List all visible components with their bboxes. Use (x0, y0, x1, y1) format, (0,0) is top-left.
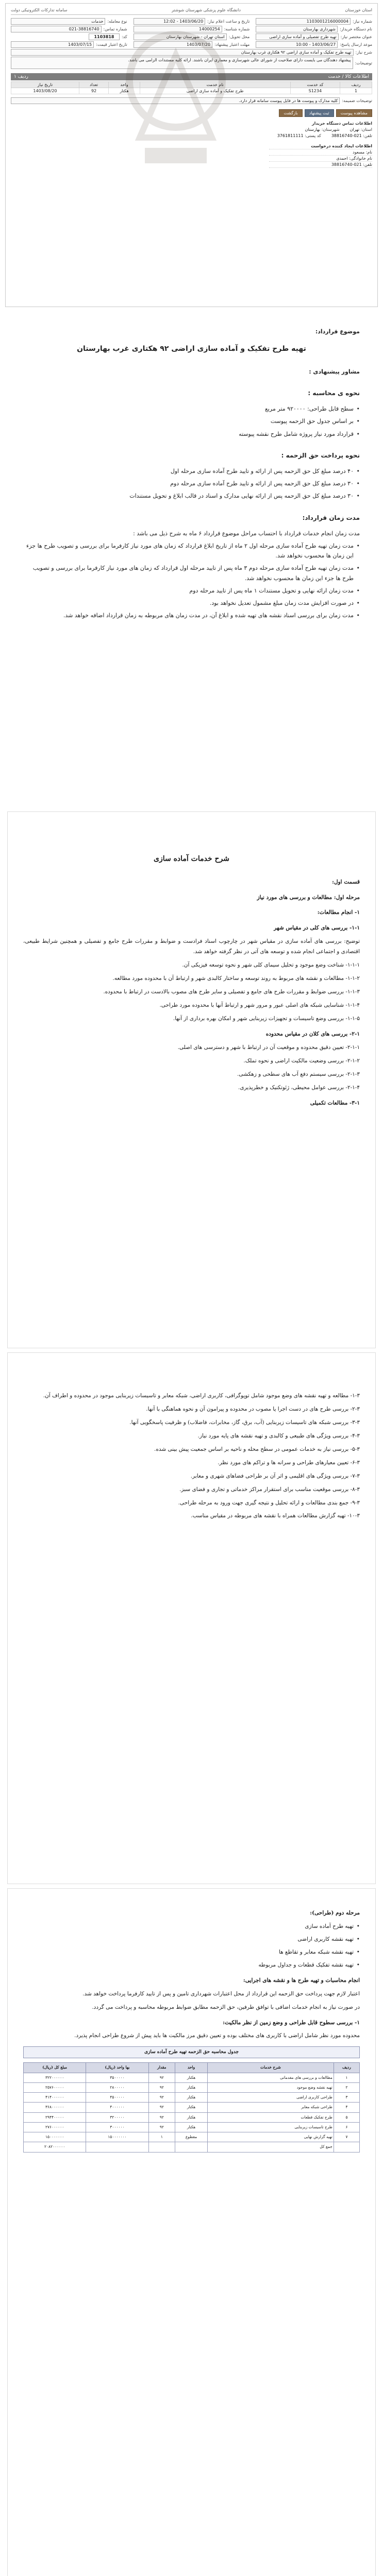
form-fields (11, 18, 372, 69)
requester-label: نام خانوادگی: (349, 156, 372, 161)
section-status: ردیف ۱ (14, 74, 28, 79)
studies-label: ۱- انجام مطالعات: (317, 909, 360, 916)
form-buttons (11, 109, 372, 117)
col-header: شرح خدمات (207, 2063, 334, 2073)
scope-para: ۳-۱- مطالعات تکمیلی (310, 1099, 360, 1106)
back-button[interactable]: بازگشت (279, 109, 302, 117)
scope-para: ۲-۱-۲- بررسی وضعیت مالکیت اراضی و نحوه تملک. (243, 1057, 360, 1064)
requester-value: احمدی (336, 156, 348, 161)
part-label: قسمت اول: (332, 878, 360, 885)
cell: ۱۵۰۰۰۰۰۰۰ (24, 2132, 86, 2142)
cell: هکتار (175, 2073, 208, 2082)
list-item: • تهیه نقشه تفکیک قطعات و جداول مربوطه (23, 1960, 354, 1971)
buyer-label: کد پستی: (305, 133, 321, 138)
field-label: شماره نیاز: (353, 19, 372, 24)
cell (334, 2142, 359, 2152)
design-page (8, 1889, 375, 2576)
notes-field: پیشنهاد دهندگان می بایست دارای صلاحیت از شورای عالی شهرسازی و معماری ایران باشند. ارائه کلیه مستندات الزامی می باشد. (11, 57, 353, 69)
list-item: • سطح قابل طراحی: ۹۲۰۰۰۰ متر مربع (23, 404, 354, 414)
field-label: شماره تماس: (103, 27, 127, 31)
cost-text: اعتبار لازم جهت پرداخت حق الزحمه این قرارداد از محل اعتبارات شهرداری تامین و پس از تایید کارفرما پرداخت خواهد شد. (82, 1990, 360, 1997)
cell: ۹۲ (148, 2112, 175, 2122)
scope-para: ۱-۱-۱- شناخت وضع موجود و تحلیل سیمای کلی شهر و نحوه توسعه فیزیکی آن. (182, 962, 360, 969)
list-item: • قرارداد مورد نیاز پروژه شامل طرح نقشه پیوسته (23, 429, 354, 439)
id-number-field: 14000254 (134, 26, 222, 32)
payment-list (23, 466, 360, 501)
list-item: • تهیه طرح آماده سازی (23, 1922, 354, 1932)
cell: هکتار (175, 2112, 208, 2122)
deadline-field: 1403/06/27 - 10:00 (256, 41, 338, 48)
table-row (11, 88, 372, 94)
scope-para: ۱-۱-۲- مطالعات و نقشه های مربوط به روند توسعه و ساختار کالبدی شهر و ارتباط آن با محدوده مورد مطالعه. (112, 975, 360, 982)
scope-para: ۱-۱-۵- بررسی وضع تاسیسات و تجهیزات زیربنایی شهر و امکان بهره برداری از آنها. (173, 1015, 360, 1022)
code-field: 1103818 (89, 33, 120, 40)
col-header: تعداد (79, 82, 108, 88)
cell: هکتار (175, 2082, 208, 2092)
field-label: کد: (121, 35, 127, 39)
scope-para: ۲-۱-۳- بررسی سیستم دفع آب های سطحی و زهکشی. (237, 1071, 360, 1077)
cell: ۹۲ (148, 2073, 175, 2082)
view-attachment-button[interactable]: مشاهده پیوست (336, 109, 372, 117)
list-item: • ۳۰ درصد مبلغ کل حق الزحمه پس از ارائه و تایید طرح آماده سازی مرحله دوم (23, 479, 354, 488)
scope-para: ۱-۱-۳- بررسی ضوابط و مقررات طرح های جامع و تفصیلی و سایر طرح های مصوب بالادست در ارتباط با محدوده. (103, 989, 360, 995)
study-para: ۷-۳- بررسی ویژگی های اقلیمی و اثر آن بر طراحی فضاهای شهری و معابر. (190, 1472, 360, 1479)
field-label: محل تحویل: (228, 35, 250, 39)
cell: ۹۲ (148, 2122, 175, 2132)
cell: ۲ (334, 2082, 359, 2092)
submit-offer-button[interactable]: ثبت پیشنهاد (305, 109, 334, 117)
cell: ۲۷۶۰۰۰۰۰۰ (24, 2122, 86, 2132)
cell: ۲۵۷۶۰۰۰۰۰ (24, 2082, 86, 2092)
delivery-place-field: استان تهران - شهرستان بهارستان (134, 33, 227, 40)
cell: ۱ (334, 2073, 359, 2082)
cost-heading: انجام محاسبات و تهیه طرح ها و نقشه های اجرایی: (243, 1977, 360, 1984)
cell: ۹۲ (148, 2082, 175, 2092)
list-item: • تهیه نقشه شبکه معابر و تقاطع ها (23, 1947, 354, 1958)
cell: ۴۱۴۰۰۰۰۰۰ (24, 2093, 86, 2103)
requester-info (269, 143, 372, 168)
survey-heading: ۱- بررسی سطوح قابل طراحی و وضع زمین از نظر مالکیت: (223, 2019, 360, 2026)
cell: مقطوع (175, 2132, 208, 2142)
list-item: • بر اساس جدول حق الزحمه پیوست (23, 416, 354, 426)
cost-text-2: در صورت نیاز به انجام خدمات اضافی با توافق طرفین، حق الزحمه مطابق ضوابط مربوطه محاسبه و پرداخت می گردد. (92, 2004, 360, 2010)
scope-para: توضیح: بررسی های آماده سازی در مقیاس شهر در چارچوب اسناد فرادست و ضوابط و مقررات طرح جامع و تفصیلی و همچنین شرایط طبیعی، اقتصادی و اجتماعی انجام شده و توسعه های آتی در نظر گرفته خواهد شد. (23, 938, 360, 955)
study-para: ۹-۳- جمع بندی مطالعات و ارائه تحلیل و نتیجه گیری جهت ورود به مرحله طراحی. (178, 1499, 360, 1506)
cell: ۴ (334, 2103, 359, 2112)
cell: ۷ (334, 2132, 359, 2142)
tender-form (5, 3, 378, 307)
col-header: واحد (109, 82, 140, 88)
deal-type-field: خدمات (11, 18, 105, 25)
cell: 92 (79, 88, 108, 94)
study-para: ۵-۳- بررسی نیاز به خدمات عمومی در سطح محله و ناحیه بر اساس جمعیت پیش بینی شده. (154, 1446, 360, 1452)
scope-para: ۲-۱-۱- تعیین دقیق محدوده و موقعیت آن در ارتباط با شهر و دسترسی های اصلی. (177, 1044, 360, 1050)
outputs-list (23, 1922, 360, 1971)
cell (175, 2142, 208, 2152)
fee-table-title: جدول محاسبه حق الزحمه تهیه طرح آماده سازی (23, 2046, 360, 2058)
scope-para: ۱-۱-۴- شناسایی شبکه های اصلی عبور و مرور شهر و ارتباط آنها با محدوده مورد طراحی. (159, 1002, 360, 1009)
calc-heading: نحوه ی محاسبه : (308, 389, 360, 397)
buyer-value: بهارستان (305, 127, 321, 132)
requester-label: نام: (365, 150, 372, 155)
cell: ۹۲ (148, 2103, 175, 2112)
requester-value: 021-38816740 (331, 162, 362, 167)
field-label: توضیحات ضمیمه: (342, 98, 372, 103)
field-label: مهلت اعتبار پیشنهاد: (214, 42, 250, 47)
buyer-value: 3761811111 (277, 133, 304, 138)
list-item: • در صورت افزایش مدت زمان مبلغ مشمول تعدیل نخواهد بود. (23, 598, 354, 608)
description-field: تهیه طرح تفکیک و آماده سازی اراضی ۹۲ هکتاری غرب بهارستان (11, 49, 354, 56)
cell: ۳۶۸۰۰۰۰۰۰ (24, 2103, 86, 2112)
study-para: ۶-۳- تعیین معیارهای طراحی و سرانه ها و تراکم های مورد نظر. (218, 1459, 360, 1466)
study-para: ۸-۳- بررسی موقعیت مناسب برای استقرار مراکز خدماتی و تجاری و فضای سبز. (179, 1486, 360, 1493)
buyer-label: شهرستان: (321, 127, 340, 132)
cell: S1234 (290, 88, 340, 94)
buyer-info-title: اطلاعات تماس دستگاه خریدار (312, 121, 372, 126)
cell: هکتار (175, 2122, 208, 2132)
calc-list (23, 404, 360, 439)
cell: طراحی کاربری اراضی (207, 2093, 334, 2103)
table-row (24, 2142, 360, 2152)
study-para: ۴-۳- بررسی ویژگی های طبیعی و کالبدی و تهیه نقشه های پایه مورد نیاز. (197, 1432, 360, 1439)
form-topbar (11, 8, 372, 15)
cell: 1403/08/20 (11, 88, 79, 94)
cell: ۱ (148, 2132, 175, 2142)
buyer-value: تهران (349, 127, 360, 132)
study-para: ۳-۳- بررسی شبکه های تاسیسات زیربنایی (آب، برق، گاز، مخابرات، فاضلاب) و ظرفیت پاسخگویی آنها. (129, 1419, 360, 1426)
col-header: کد خدمت (290, 82, 340, 88)
time-intro: مدت زمان انجام خدمات قرارداد با احتساب مراحل موضوع قرارداد ۶ ماه به شرح ذیل می باشد : (133, 530, 360, 537)
cell: طرح تاسیسات زیربنایی (207, 2122, 334, 2132)
cell: ۶ (334, 2122, 359, 2132)
topbar-left: سامانه تدارکات الکترونیکی دولت (11, 8, 68, 12)
table-row (24, 2082, 360, 2092)
cell: ۱۵۰۰۰۰۰۰۰ (86, 2132, 148, 2142)
need-number-field: 1103001216000004 (256, 18, 351, 25)
cell: 1 (340, 88, 372, 94)
requester-label: تلفن: (363, 162, 372, 167)
cell: ۳۵۰۰۰۰۰ (86, 2073, 148, 2082)
cell: ۲۸۰۰۰۰۰ (86, 2082, 148, 2092)
field-label: شماره شناسه: (224, 27, 250, 31)
list-item: • تهیه نقشه کاربری اراضی (23, 1935, 354, 1945)
topbar-center: دانشگاه علوم پزشکی شهرستان شوشتر (172, 8, 241, 12)
cell: ۹۲ (148, 2093, 175, 2103)
cell: مطالعات و بررسی های مقدماتی (207, 2073, 334, 2082)
requester-title: اطلاعات ایجاد کننده درخواست (269, 143, 372, 149)
cell: ۲۰۸۲۰۰۰۰۰۰ (24, 2142, 86, 2152)
cell (86, 2142, 148, 2152)
table-row (24, 2132, 360, 2142)
table-row (24, 2103, 360, 2112)
list-item: • مدت زمان تهیه طرح آماده سازی مرحله دوم ۳ ماه پس از تایید مرحله اول قرارداد که زمان های مورد نیاز کارفرما برای بررسی و تصویب طرح ها جزء این زمان ها محسوب نخواهد شد. (23, 563, 354, 583)
subject-label: موضوع قرارداد: (315, 328, 360, 335)
cell: ۳ (334, 2093, 359, 2103)
col-header: تاریخ نیاز (11, 82, 79, 88)
survey-text: محدوده مورد نظر شامل اراضی با کاربری های مختلف بوده و تعیین دقیق مرز مالکیت ها باید پیش از شروع طراحی انجام پذیرد. (74, 2032, 360, 2039)
col-header: ردیف (340, 82, 372, 88)
items-table (11, 81, 372, 94)
buyer-label: تلفن: (363, 133, 372, 138)
table-row (24, 2112, 360, 2122)
scope-title: شرح خدمات آماده سازی (154, 855, 229, 863)
cell: ۳۰۰۰۰۰۰ (86, 2122, 148, 2132)
col-header: مبلغ کل (ریال) (24, 2063, 86, 2073)
col-header: ردیف (334, 2063, 359, 2073)
list-item: • مدت زمان تهیه طرح آماده سازی مرحله اول ۲ ماه از تاریخ ابلاغ قرارداد که زمان های مورد نیاز کارفرما برای بررسی و تصویب طرح ها جزء این زمان ها محسوب نخواهد شد. (23, 541, 354, 561)
fee-table (23, 2062, 360, 2152)
study-para: ۱۰-۳- تهیه گزارش مطالعات همراه با نقشه های مربوطه در مقیاس مناسب. (191, 1513, 360, 1519)
cell: ۳۲۲۰۰۰۰۰۰ (24, 2073, 86, 2082)
scope-para: ۲-۱- بررسی های کلان در مقیاس محدوده (265, 1030, 360, 1037)
field-label: عنوان مختصر نیاز: (340, 35, 372, 39)
payment-heading: نحوه پرداخت حق الزحمه : (281, 451, 360, 459)
items-section-header (11, 73, 372, 80)
scope-page (8, 812, 375, 1348)
cell: تهیه گزارش نهایی (207, 2132, 334, 2142)
field-label: تاریخ و ساعت اعلام نیاز: (207, 19, 250, 24)
phone-field: 021-38816740 (11, 26, 102, 32)
contract-title: تهیه طرح تفکیک و آماده سازی اراضی ۹۲ هکتاری غرب بهارستان (77, 345, 306, 353)
cell: ۳۲۰۰۰۰۰ (86, 2112, 148, 2122)
cell (148, 2142, 175, 2152)
col-header: بها واحد (ریال) (86, 2063, 148, 2073)
col-header: واحد (175, 2063, 208, 2073)
cell: هکتار (175, 2103, 208, 2112)
cell: طراحی شبکه معابر (207, 2103, 334, 2112)
section-title: اطلاعات کالا / خدمت (328, 74, 369, 79)
stage-label: مرحله اول: مطالعات و بررسی های مورد نیاز (257, 894, 360, 901)
buyer-value: 021-38816740 (331, 133, 362, 138)
studies-page (8, 1353, 375, 1884)
table-row (24, 2093, 360, 2103)
cell: ۴۰۰۰۰۰۰ (86, 2103, 148, 2112)
list-item: • مدت زمان ارائه نهایی و تحویل مستندات ۱ ماه پس از تایید مرحله دوم (23, 586, 354, 596)
list-item: • ۴۰ درصد مبلغ کل حق الزحمه پس از ارائه و تایید طرح آماده سازی مرحله اول (23, 466, 354, 476)
short-title-field: تهیه طرح تفصیلی و آماده سازی اراضی (256, 33, 338, 40)
buyer-info (11, 121, 372, 138)
scope-para: ۲-۱-۴- بررسی عوامل محیطی، ژئوتکنیک و خطرپذیری. (238, 1084, 360, 1091)
buyer-name-field: شهرداری بهارستان (256, 26, 338, 32)
study-para: ۲-۳- بررسی طرح های در دست اجرا یا مصوب در محدوده و پیرامون آن و نحوه هماهنگی با آنها. (146, 1405, 360, 1412)
col-header: مقدار (148, 2063, 175, 2073)
cell: تهیه نقشه وضع موجود (207, 2082, 334, 2092)
time-list (23, 541, 360, 621)
cell: هکتار (175, 2093, 208, 2103)
announce-date-field: 1403/06/20 - 12:02 (134, 18, 206, 25)
study-para: ۱-۳- مطالعه و تهیه نقشه های وضع موجود شامل توپوگرافی، کاربری اراضی، شبکه معابر و تاسیسات زیربنایی موجود در محدوده و اطراف آن. (43, 1393, 360, 1399)
field-label: نام دستگاه خریدار: (340, 27, 372, 31)
proposal-label: مشاور پیشنهادی : (309, 368, 360, 375)
field-label: توضیحات: (355, 60, 372, 65)
scope-para: ۱-۱- بررسی های کلی در مقیاس شهر (274, 925, 360, 931)
buyer-label: استان: (360, 127, 372, 132)
field-label: موعد ارسال پاسخ: (340, 42, 372, 47)
time-heading: مدت زمان قرارداد: (302, 514, 360, 521)
cell: هکتار (109, 88, 140, 94)
field-label: شرح نیاز: (355, 50, 372, 55)
col-header: نام خدمت (140, 82, 290, 88)
price-validity-field: 1403/07/15 (11, 41, 94, 48)
contract-summary-page (8, 312, 375, 807)
field-label: تاریخ اعتبار قیمت: (96, 42, 127, 47)
table-row (24, 2073, 360, 2082)
cell: ۴۵۰۰۰۰۰ (86, 2093, 148, 2103)
requester-value: مسعود (353, 150, 365, 155)
attachment-field: کلیه مدارک و پیوست ها در فایل پیوست سامانه قرار دارد. (11, 97, 340, 104)
cell: طرح تفکیک و آماده سازی اراضی (140, 88, 290, 94)
cell: ۲۹۴۴۰۰۰۰۰ (24, 2112, 86, 2122)
cell: ۵ (334, 2112, 359, 2122)
table-row (24, 2122, 360, 2132)
validity-field: 1403/07/20 (134, 41, 212, 48)
list-item: • مدت زمان برای بررسی اسناد نقشه های تهیه شده و ابلاغ آن، در مدت زمان های مربوطه به زمان قرارداد اضافه خواهد شد. (23, 611, 354, 620)
cell: طرح تفکیک قطعات (207, 2112, 334, 2122)
field-label: نوع معامله: (107, 19, 127, 24)
list-item: • ۳۰ درصد مبلغ کل حق الزحمه پس از ارائه نهایی مدارک و اسناد در قالب ابلاغ و تحویل مستندات (23, 491, 354, 501)
cell: جمع کل (207, 2142, 334, 2152)
outputs-heading: مرحله دوم (طراحی): (310, 1910, 360, 1916)
topbar-right: استان خوزستان (345, 8, 372, 12)
